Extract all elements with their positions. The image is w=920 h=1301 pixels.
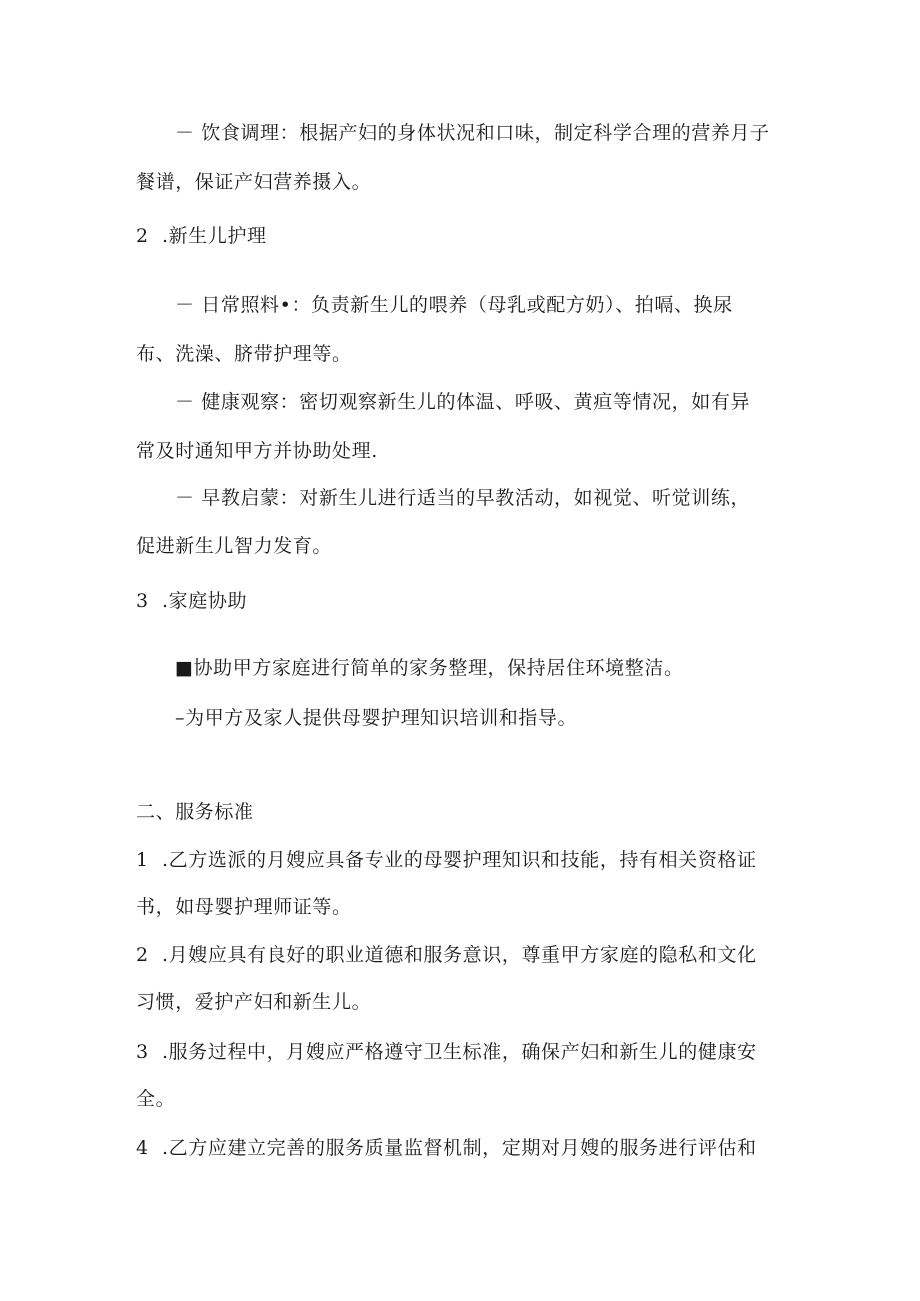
standard-3-text: .服务过程中，月嫂应严格遵守卫生标准，确保产妇和新生儿的健康安: [162, 1041, 757, 1063]
standard-3-line-2: 全。: [136, 1088, 176, 1110]
standard-1-line-2: 书，如母婴护理师证等。: [136, 896, 352, 918]
care-line-2: 布、洗澡、脐带护理等。: [136, 343, 352, 365]
edu-line-1: － 早教启蒙：对新生儿进行适当的早教活动，如视觉、听觉训练，: [175, 487, 751, 509]
section-2-number: 2: [136, 225, 149, 247]
section-2-heading: [136, 224, 267, 248]
health-line-2: 常及时通知甲方并协助处理.: [136, 440, 378, 462]
section-3-title: .家庭协助: [162, 590, 248, 612]
diet-line-1: － 饮食调理：根据产妇的身体状况和口味，制定科学合理的营养月子: [175, 122, 770, 144]
section-3-heading: [136, 589, 247, 613]
standard-2-line-2: 习惯，爱护产妇和新生儿。: [136, 991, 372, 1013]
standard-2-number: 2: [136, 944, 149, 966]
standard-1-text: .乙方选派的月嫂应具备专业的母婴护理知识和技能，持有相关资格证: [162, 849, 757, 871]
section-2-title: .新生儿护理: [162, 225, 267, 247]
standard-1-line-1: [136, 848, 757, 872]
care-line-1: － 日常照料•：负责新生儿的喂养（母乳或配方奶）、拍嗝、换尿: [175, 294, 733, 316]
standard-1-number: 1: [136, 849, 149, 871]
standard-4-line-1: [136, 1136, 757, 1160]
home-line-1: ■协助甲方家庭进行简单的家务整理，保持居住环境整洁。: [175, 657, 684, 679]
health-line-1: － 健康观察：密切观察新生儿的体温、呼吸、黄疸等情况，如有异: [175, 391, 751, 413]
standard-4-number: 4: [136, 1137, 149, 1159]
standard-2-text: .月嫂应具有良好的职业道德和服务意识，尊重甲方家庭的隐私和文化: [162, 944, 757, 966]
standard-4-text: .乙方应建立完善的服务质量监督机制，定期对月嫂的服务进行评估和: [162, 1137, 757, 1159]
section-3-number: 3: [136, 590, 149, 612]
diet-line-2: 餐谱，保证产妇营养摄入。: [136, 171, 372, 193]
part-2-title: 二、服务标准: [136, 801, 254, 823]
edu-line-2: 促进新生儿智力发育。: [136, 535, 333, 557]
home-line-2: –为甲方及家人提供母婴护理知识培训和指导。: [175, 707, 578, 729]
standard-2-line-1: [136, 943, 757, 967]
standard-3-line-1: [136, 1040, 757, 1064]
standard-3-number: 3: [136, 1041, 149, 1063]
